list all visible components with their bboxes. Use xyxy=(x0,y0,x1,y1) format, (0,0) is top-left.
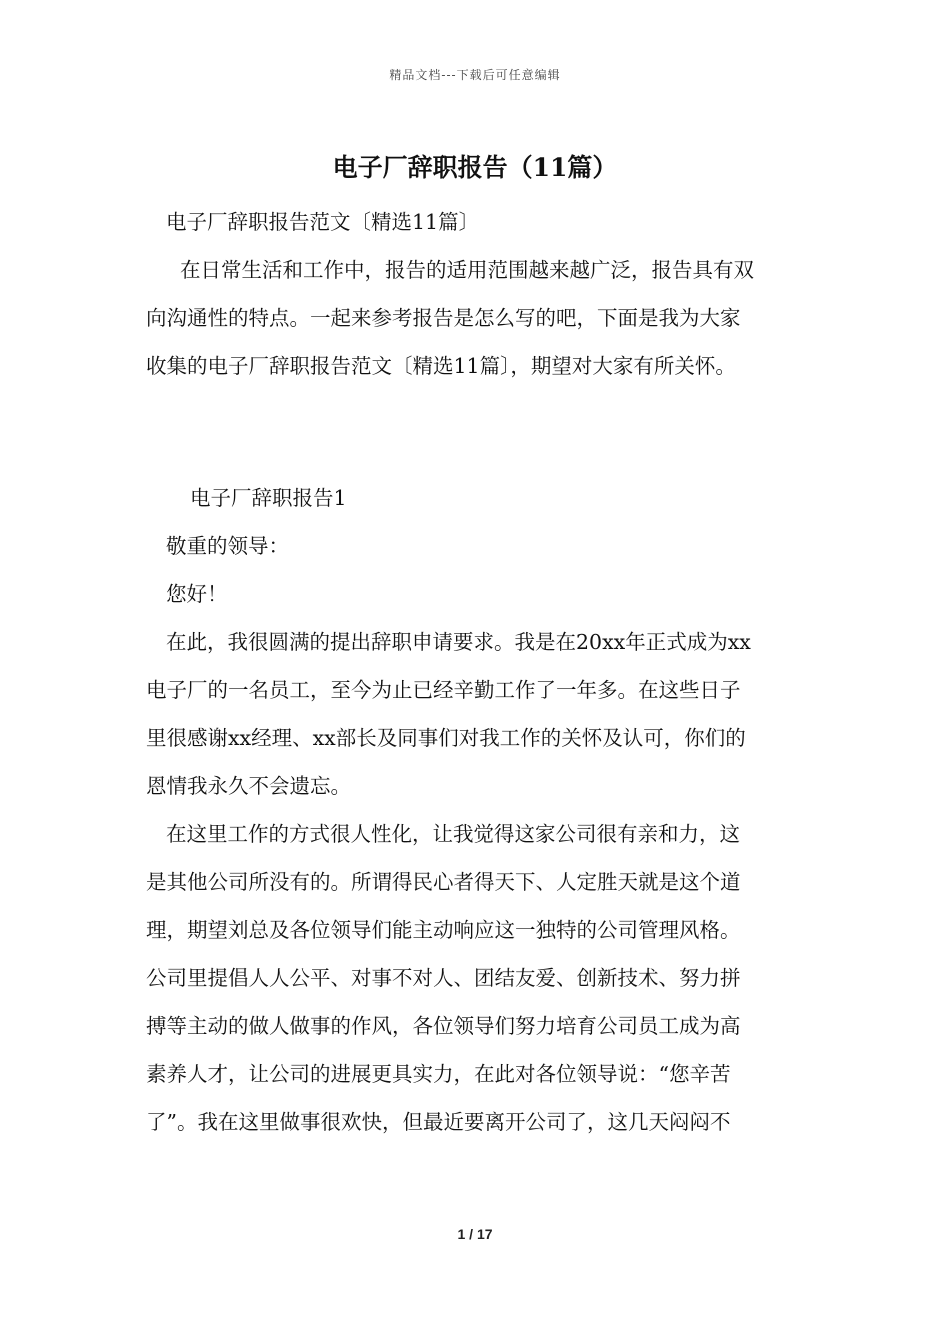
document-title: 电子厂辞职报告（11篇） xyxy=(332,153,618,182)
document-subtitle: 电子厂辞职报告范文〔精选11篇〕 xyxy=(166,210,480,234)
intro-line: 向沟通性的特点。一起来参考报告是怎么写的吧，下面是我为大家 xyxy=(146,306,741,330)
paragraph-line: 搏等主动的做人做事的作风，各位领导们努力培育公司员工成为高 xyxy=(146,1014,741,1038)
intro-line: 收集的电子厂辞职报告范文〔精选11篇〕，期望对大家有所关怀。 xyxy=(146,354,736,378)
paragraph-line: 电子厂的一名员工，至今为止已经辛勤工作了一年多。在这些日子 xyxy=(146,678,741,702)
paragraph-line: 理，期望刘总及各位领导们能主动响应这一独特的公司管理风格。 xyxy=(146,918,741,942)
paragraph-line: 在此，我很圆满的提出辞职申请要求。我是在20xx年正式成为xx xyxy=(166,630,751,654)
paragraph-line: 公司里提倡人人公平、对事不对人、团结友爱、创新技术、努力拼 xyxy=(146,966,741,990)
body-paragraph-2 xyxy=(146,810,810,1146)
salutation: 敬重的领导： xyxy=(166,534,289,558)
paragraph-line: 素养人才，让公司的进展更具实力，在此对各位领导说：“您辛苦 xyxy=(146,1062,731,1086)
page-number: 1 / 17 xyxy=(457,1226,493,1242)
document-body xyxy=(146,198,810,1146)
paragraph-line: 是其他公司所没有的。所谓得民心者得天下、人定胜天就是这个道 xyxy=(146,870,741,894)
paragraph-line: 恩情我永久不会遗忘。 xyxy=(146,774,351,798)
paragraph-line: 里很感谢xx经理、xx部长及同事们对我工作的关怀及认可，你们的 xyxy=(146,726,746,750)
paragraph-line: 在这里工作的方式很人性化，让我觉得这家公司很有亲和力，这 xyxy=(166,822,740,846)
section-title: 电子厂辞职报告1 xyxy=(190,486,347,510)
intro-paragraph xyxy=(146,246,810,390)
greeting: 您好！ xyxy=(166,582,228,606)
page-header: 精品文档---下载后可任意编辑 xyxy=(389,68,561,82)
intro-line: 在日常生活和工作中，报告的适用范围越来越广泛，报告具有双 xyxy=(180,258,754,282)
paragraph-line: 了”。我在这里做事很欢快，但最近要离开公司了，这几天闷闷不 xyxy=(146,1110,731,1134)
body-paragraph-1 xyxy=(146,618,810,810)
spacer xyxy=(146,390,810,474)
